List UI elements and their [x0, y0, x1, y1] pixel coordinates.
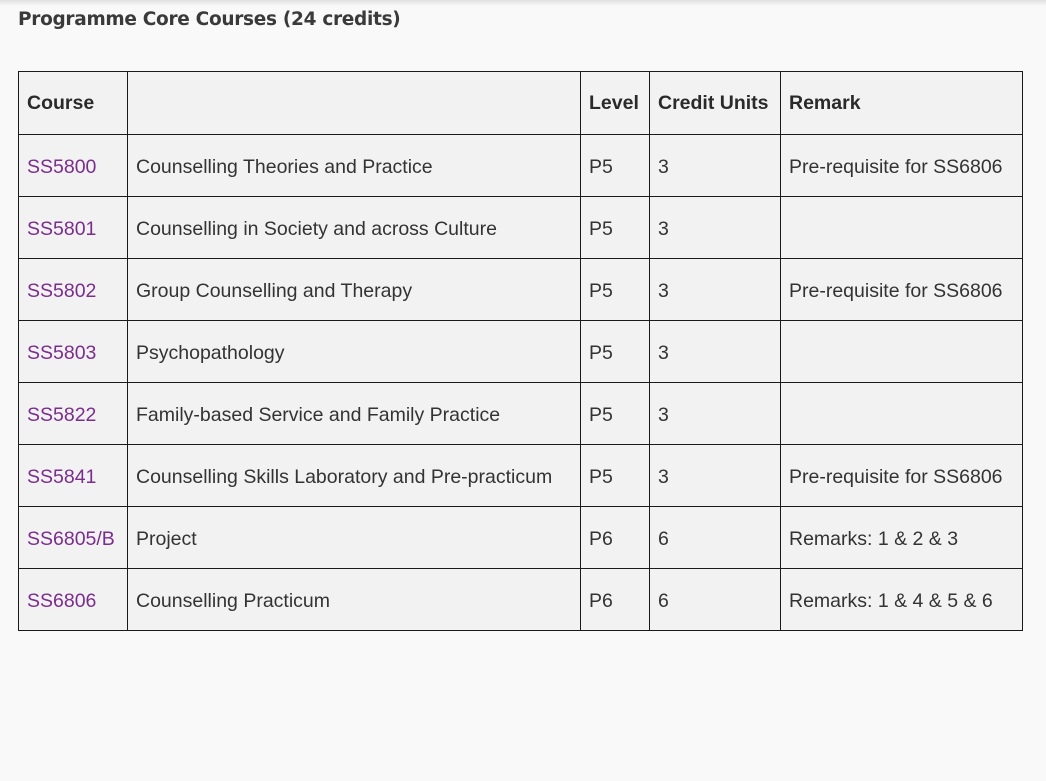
header-credit-units: Credit Units [650, 72, 781, 135]
section-heading: Programme Core Courses (24 credits) [18, 9, 401, 30]
table-row [19, 321, 1023, 383]
course-link-ss5801[interactable]: SS5801 [27, 218, 97, 240]
course-code-cell [19, 445, 128, 507]
course-remark-cell: Pre-requisite for SS6806 [781, 259, 1023, 321]
course-title-cell: Counselling Theories and Practice [128, 135, 581, 197]
course-link-ss5802[interactable]: SS5802 [27, 280, 97, 302]
course-code-cell [19, 569, 128, 631]
course-remark-cell [781, 383, 1023, 445]
course-credit-cell: 3 [650, 445, 781, 507]
course-remark-cell [781, 321, 1023, 383]
course-title-cell: Counselling Practicum [128, 569, 581, 631]
course-link-ss6806[interactable]: SS6806 [27, 590, 97, 612]
course-code-cell [19, 321, 128, 383]
course-level-cell: P6 [581, 569, 650, 631]
course-title-cell: Group Counselling and Therapy [128, 259, 581, 321]
course-remark-cell: Pre-requisite for SS6806 [781, 445, 1023, 507]
course-credit-cell: 6 [650, 507, 781, 569]
course-remark-cell [781, 197, 1023, 259]
course-credit-cell: 3 [650, 321, 781, 383]
course-level-cell: P5 [581, 383, 650, 445]
course-link-ss5822[interactable]: SS5822 [27, 404, 97, 426]
table-row [19, 445, 1023, 507]
course-code-cell [19, 383, 128, 445]
table-row [19, 383, 1023, 445]
course-level-cell: P5 [581, 321, 650, 383]
course-code-cell [19, 197, 128, 259]
course-credit-cell: 3 [650, 135, 781, 197]
course-title-cell: Project [128, 507, 581, 569]
course-remark-cell: Pre-requisite for SS6806 [781, 135, 1023, 197]
course-level-cell: P5 [581, 259, 650, 321]
course-title-cell: Psychopathology [128, 321, 581, 383]
course-code-cell [19, 135, 128, 197]
course-credit-cell: 3 [650, 383, 781, 445]
header-course: Course [19, 72, 128, 135]
course-credit-cell: 3 [650, 259, 781, 321]
course-code-cell [19, 507, 128, 569]
course-level-cell: P5 [581, 445, 650, 507]
course-credit-cell: 3 [650, 197, 781, 259]
course-link-ss5800[interactable]: SS5800 [27, 156, 97, 178]
course-title-cell: Family-based Service and Family Practice [128, 383, 581, 445]
header-title [128, 72, 581, 135]
header-level: Level [581, 72, 650, 135]
table-header-row [19, 72, 1023, 135]
header-remark: Remark [781, 72, 1023, 135]
table-row [19, 135, 1023, 197]
table-row [19, 197, 1023, 259]
course-level-cell: P5 [581, 135, 650, 197]
table-row [19, 507, 1023, 569]
course-code-cell [19, 259, 128, 321]
course-link-ss6805b[interactable]: SS6805/B [27, 528, 115, 550]
table-row [19, 569, 1023, 631]
course-title-cell: Counselling in Society and across Culture [128, 197, 581, 259]
course-remark-cell: Remarks: 1 & 2 & 3 [781, 507, 1023, 569]
course-link-ss5841[interactable]: SS5841 [27, 466, 97, 488]
table-row [19, 259, 1023, 321]
course-title-cell: Counselling Skills Laboratory and Pre-practicum [128, 445, 581, 507]
course-level-cell: P5 [581, 197, 650, 259]
course-credit-cell: 6 [650, 569, 781, 631]
course-remark-cell: Remarks: 1 & 4 & 5 & 6 [781, 569, 1023, 631]
course-link-ss5803[interactable]: SS5803 [27, 342, 97, 364]
course-level-cell: P6 [581, 507, 650, 569]
core-courses-table [18, 71, 1023, 631]
